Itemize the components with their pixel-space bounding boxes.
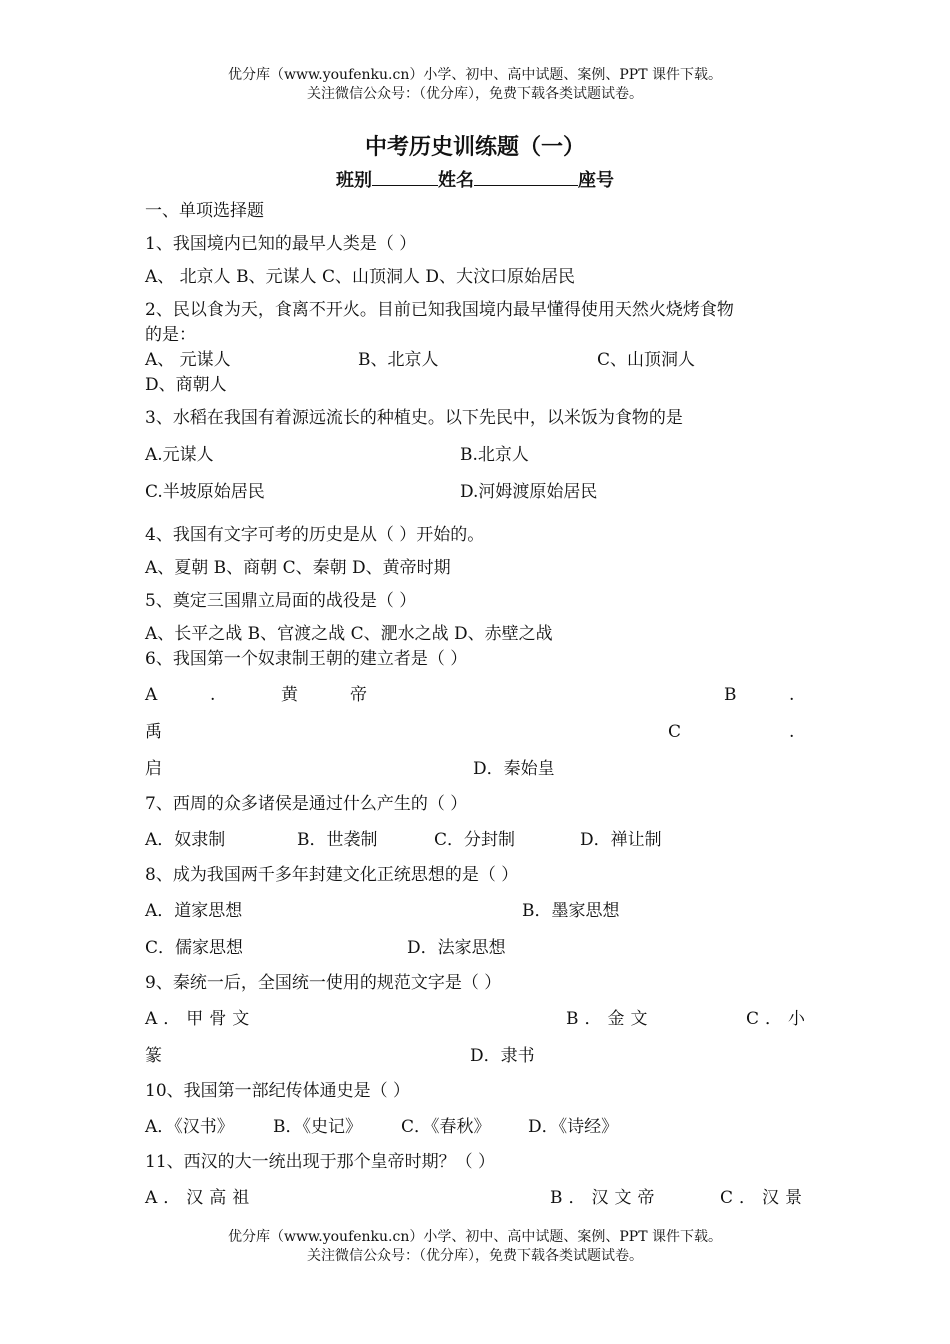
q10-option-c: C．《春秋》 <box>401 1117 491 1137</box>
q4-stem: 4、我国有文字可考的历史是从（ ）开始的。 <box>145 525 485 545</box>
q7-option-d: D．禅让制 <box>580 830 662 850</box>
q11-option-c: C．汉景 <box>720 1188 809 1208</box>
q3-stem: 3、水稻在我国有着源远流长的种植史。以下先民中，以米饭为食物的是 <box>145 408 683 428</box>
q6-option-c-letter: C <box>668 722 682 742</box>
q1-options: A、 北京人 B、元谋人 C、山顶洞人 D、大汶口原始居民 <box>145 267 576 287</box>
q6-option-b-letter: B <box>724 685 737 705</box>
q6-option-a-char2: 帝 <box>350 685 367 705</box>
q3-option-a: A.元谋人 <box>145 445 214 465</box>
q10-option-d: D．《诗经》 <box>528 1117 619 1137</box>
footer-line-1: 优分库（www.youfenku.cn）小学、初中、高中试题、案例、PPT 课件下载。 <box>227 1229 722 1245</box>
q6-option-a-char1: 黄 <box>281 685 298 705</box>
class-blank[interactable] <box>372 167 438 186</box>
q10-option-b: B．《史记》 <box>273 1117 362 1137</box>
q2-option-a: A、 元谋人 <box>145 350 231 370</box>
page-header <box>0 66 950 104</box>
q10-option-a: A．《汉书》 <box>145 1117 234 1137</box>
q6-option-d: D．秦始皇 <box>473 759 555 779</box>
q11-option-b: B．汉文帝 <box>550 1188 661 1208</box>
q9-option-c: C．小 <box>746 1009 812 1029</box>
q1-stem: 1、我国境内已知的最早人类是（ ） <box>145 234 417 254</box>
q2-option-b: B、北京人 <box>358 350 439 370</box>
section-heading: 一、单项选择题 <box>145 201 264 221</box>
q8-stem: 8、成为我国两千多年封建文化正统思想的是（ ） <box>145 865 519 885</box>
q9-option-c-cont: 篆 <box>145 1046 162 1066</box>
header-line-1: 优分库（www.youfenku.cn）小学、初中、高中试题、案例、PPT 课件下载。 <box>227 67 722 83</box>
q2-stem-line2: 的是： <box>145 325 196 345</box>
q7-stem: 7、西周的众多诸侯是通过什么产生的（ ） <box>145 794 468 814</box>
q7-option-c: C．分封制 <box>434 830 516 850</box>
q2-stem-line1: 2、民以食为天，食离不开火。目前已知我国境内最早懂得使用天然火烧烤食物 <box>145 300 734 320</box>
q10-stem: 10、我国第一部纪传体通史是（ ） <box>145 1081 411 1101</box>
q9-option-d: D．隶书 <box>470 1046 535 1066</box>
q7-option-a: A．奴隶制 <box>145 830 226 850</box>
q9-option-a: A．甲骨文 <box>145 1009 256 1029</box>
q3-option-b: B.北京人 <box>460 445 529 465</box>
q3-option-c: C.半坡原始居民 <box>145 482 265 502</box>
q3-option-d: D.河姆渡原始居民 <box>460 482 598 502</box>
q8-option-c: C．儒家思想 <box>145 938 244 958</box>
q9-stem: 9、秦统一后，全国统一使用的规范文字是（ ） <box>145 973 502 993</box>
footer-line-2: 关注微信公众号：（优分库），免费下载各类试题试卷。 <box>307 1248 643 1264</box>
class-label: 班别 <box>336 170 372 191</box>
q6-stem: 6、我国第一个奴隶制王朝的建立者是（ ） <box>145 649 468 669</box>
q11-option-a: A．汉高祖 <box>145 1188 256 1208</box>
q7-option-b: B．世袭制 <box>297 830 378 850</box>
q8-option-a: A．道家思想 <box>145 901 243 921</box>
page-title: 中考历史训练题（一） <box>364 134 585 160</box>
name-label: 姓名 <box>438 170 474 191</box>
q6-option-c-text: 启 <box>145 759 162 779</box>
page-footer <box>0 1228 950 1266</box>
student-info-line <box>0 166 950 192</box>
q5-stem: 5、奠定三国鼎立局面的战役是（ ） <box>145 591 417 611</box>
q6-option-b-text: 禹 <box>145 722 162 742</box>
q2-option-d: D、商朝人 <box>145 375 227 395</box>
name-blank[interactable] <box>474 167 578 186</box>
q2-option-c: C、山顶洞人 <box>597 350 696 370</box>
q6-option-c-dot: . <box>789 722 795 742</box>
q8-option-d: D．法家思想 <box>407 938 506 958</box>
q5-options: A、长平之战 B、官渡之战 C、淝水之战 D、赤壁之战 <box>145 624 553 644</box>
q8-option-b: B．墨家思想 <box>522 901 620 921</box>
q6-option-a-letter: A <box>145 685 158 705</box>
header-line-2: 关注微信公众号：（优分库），免费下载各类试题试卷。 <box>307 86 643 102</box>
q9-option-b: B．金文 <box>566 1009 654 1029</box>
q4-options: A、夏朝 B、商朝 C、秦朝 D、黄帝时期 <box>145 558 451 578</box>
q11-stem: 11、西汉的大一统出现于那个皇帝时期？（ ） <box>145 1152 496 1172</box>
q6-option-a-dot: . <box>210 685 216 705</box>
seat-label: 座号 <box>578 170 614 191</box>
q6-option-b-dot: . <box>789 685 795 705</box>
